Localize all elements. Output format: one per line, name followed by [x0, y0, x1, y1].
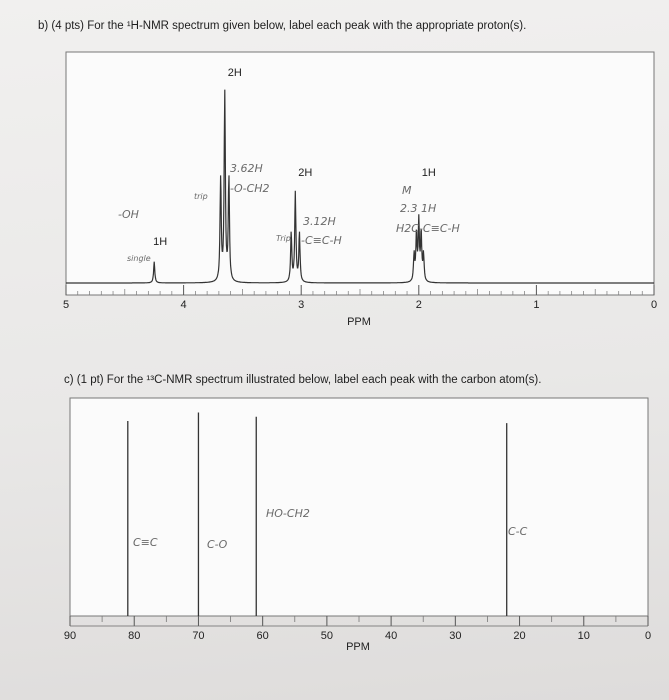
annotation-hoch2: HO-CH2 [266, 507, 310, 520]
annotation-trip-2: Trip [276, 234, 291, 243]
h-peak-label-3: 1H [421, 167, 436, 179]
h-nmr-xlabel: PPM [347, 316, 371, 328]
annotation-alkyne-h: -C≡C-H [301, 234, 342, 247]
c-tick-label-6: 30 [449, 630, 462, 642]
annotation-co: C-O [207, 538, 228, 551]
c-tick-label-1: 80 [128, 630, 141, 642]
h-peak-label-0: 1H [153, 236, 168, 248]
annotation-multiplet: M [402, 184, 412, 197]
c-nmr-frame [70, 398, 648, 616]
c-tick-label-3: 60 [256, 630, 269, 642]
annotation-shift-3: 2.3 1H [400, 202, 437, 215]
annotation-shift-2: 3.12H [303, 215, 336, 228]
c-nmr-ticks [64, 616, 651, 642]
c-tick-label-9: 0 [644, 630, 652, 642]
c-tick-label-5: 40 [384, 630, 398, 642]
question-b-text: b) (4 pts) For the ¹H-NMR spectrum given below, label each peak with the appropriate proton(s). [38, 20, 527, 32]
c-tick-label-7: 20 [513, 630, 526, 642]
h-tick-label-4: 1 [533, 299, 540, 311]
h-peak-label-2: 2H [298, 167, 313, 179]
annotation-cc-triple: C≡C [133, 536, 158, 549]
annotation-propargyl: H2C-C≡C-H [396, 222, 460, 235]
question-c-text: c) (1 pt) For the ¹³C-NMR spectrum illustrated below, label each peak with the carbon atom(s). [64, 374, 542, 386]
h-tick-label-3: 2 [415, 299, 422, 311]
c-nmr-xlabel: PPM [346, 641, 370, 653]
c-tick-label-8: 10 [577, 630, 590, 642]
annotation-singlet: single [127, 254, 151, 263]
annotation-och2: -O-CH2 [230, 182, 270, 195]
c-tick-label-2: 70 [192, 630, 205, 642]
h-tick-label-2: 3 [298, 299, 305, 311]
h-tick-label-1: 4 [180, 299, 187, 311]
annotation-shift-1: 3.62H [230, 162, 263, 175]
h-tick-label-0: 5 [62, 299, 70, 311]
h-tick-label-5: 0 [650, 299, 658, 311]
c-tick-label-4: 50 [320, 630, 334, 642]
annotation-cc-single: C-C [508, 525, 528, 538]
annotation-trip-1: trip [194, 192, 208, 201]
c-tick-label-0: 90 [63, 630, 77, 642]
h-peak-label-1: 2H [227, 67, 242, 79]
annotation-oh: -OH [118, 208, 139, 221]
